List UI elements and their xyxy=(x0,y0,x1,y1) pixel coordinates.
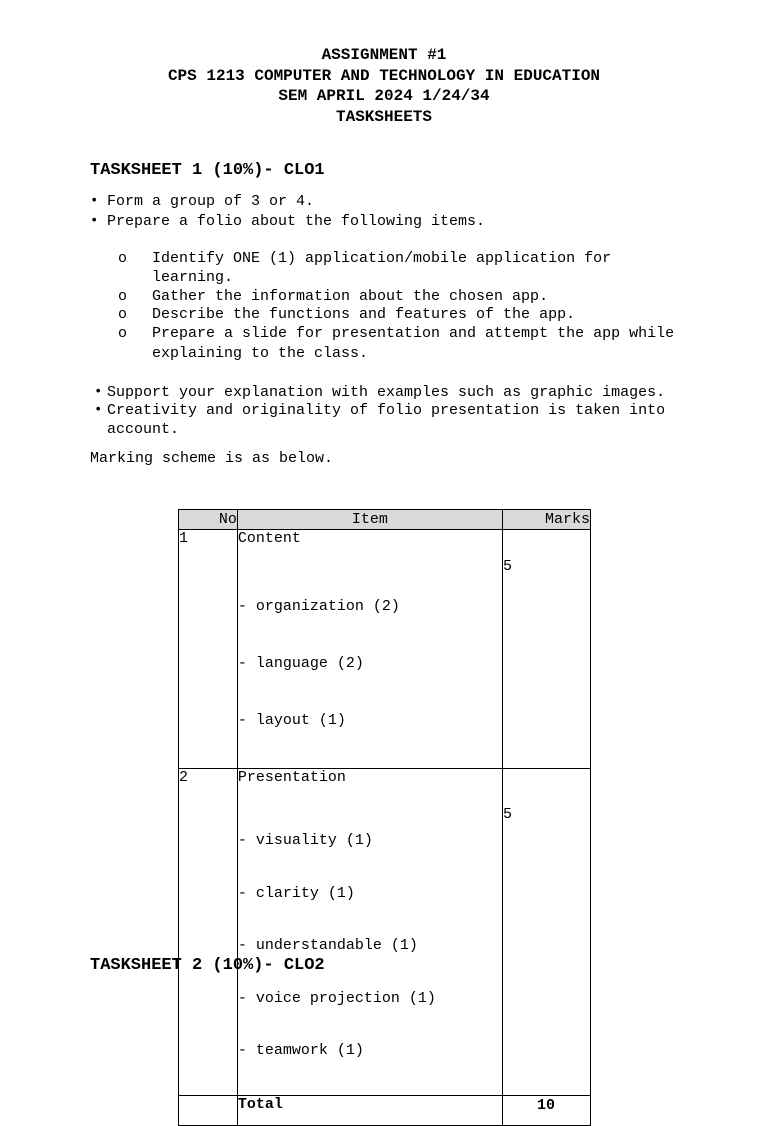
tasksheet-2-title: TASKSHEET 2 (10%)- CLO2 xyxy=(90,956,325,975)
row-item-title: Presentation xyxy=(237,769,346,786)
row-item xyxy=(237,530,502,769)
column-header-no: No xyxy=(179,510,238,530)
criteria-line: - teamwork (1) xyxy=(237,1042,364,1059)
bullet-text: Support your explanation with examples such as graphic images. xyxy=(107,384,666,401)
row-marks: 5 xyxy=(502,530,590,769)
tasksheets-heading: TASKSHEETS xyxy=(335,107,432,126)
criteria-line: - visuality (1) xyxy=(237,832,373,849)
row-number: 2 xyxy=(179,769,238,1096)
sub-list-text: explaining to the class. xyxy=(152,345,369,362)
criteria-line: - clarity (1) xyxy=(237,884,355,902)
table-row xyxy=(179,769,591,1096)
sub-list-text: Identify ONE (1) application/mobile application for xyxy=(152,250,612,267)
table-row xyxy=(179,530,591,769)
bullet-text: account. xyxy=(107,421,180,438)
bullet-text: Prepare a folio about the following items. xyxy=(107,213,486,230)
table-header-row xyxy=(179,510,591,530)
bullet-icon: • xyxy=(94,402,103,418)
total-marks: 10 xyxy=(502,1095,590,1125)
sub-list-text: Describe the functions and features of the app. xyxy=(152,306,576,323)
assignment-title: ASSIGNMENT #1 xyxy=(321,46,447,64)
tasksheet-1-title: TASKSHEET 1 (10%)- CLO1 xyxy=(90,161,325,180)
sub-list-text: Prepare a slide for presentation and attempt the app while xyxy=(152,325,675,342)
marking-scheme-note: Marking scheme is as below. xyxy=(90,450,334,467)
sub-list-text: learning. xyxy=(152,269,234,286)
criteria-line: - voice projection (1) xyxy=(237,989,436,1007)
table-total-row xyxy=(179,1095,591,1125)
bullet-icon: • xyxy=(90,213,99,229)
bullet-icon: • xyxy=(94,384,103,400)
criteria-line: - layout (1) xyxy=(237,712,346,729)
course-title: CPS 1213 COMPUTER AND TECHNOLOGY IN EDUCATION xyxy=(167,66,601,85)
sub-list-marker: o xyxy=(118,306,128,323)
total-label: Total xyxy=(237,1095,502,1125)
bullet-icon: • xyxy=(90,193,99,209)
marking-scheme-table xyxy=(178,509,591,1126)
criteria-line: - language (2) xyxy=(237,655,364,672)
bullet-text: Form a group of 3 or 4. xyxy=(107,193,315,210)
row-criteria-list xyxy=(238,559,502,768)
row-criteria-list xyxy=(238,797,502,1095)
sub-list-marker: o xyxy=(118,250,128,267)
row-item xyxy=(237,769,502,1096)
bullet-text: Creativity and originality of folio presentation is taken into xyxy=(107,402,666,419)
criteria-line: - organization (2) xyxy=(237,598,400,615)
criteria-line: - understandable (1) xyxy=(237,937,418,954)
semester-line: SEM APRIL 2024 1/24/34 xyxy=(278,87,490,105)
row-marks: 5 xyxy=(502,769,590,1096)
column-header-item: Item xyxy=(237,510,502,530)
document-header xyxy=(0,45,768,127)
sub-list-marker: o xyxy=(118,325,128,342)
row-item-title: Content xyxy=(237,530,301,547)
row-number: 1 xyxy=(179,530,238,769)
total-row-blank-cell xyxy=(179,1095,238,1125)
column-header-marks: Marks xyxy=(502,510,590,530)
sub-list-marker: o xyxy=(118,288,128,305)
sub-list-text: Gather the information about the chosen app. xyxy=(152,288,549,305)
